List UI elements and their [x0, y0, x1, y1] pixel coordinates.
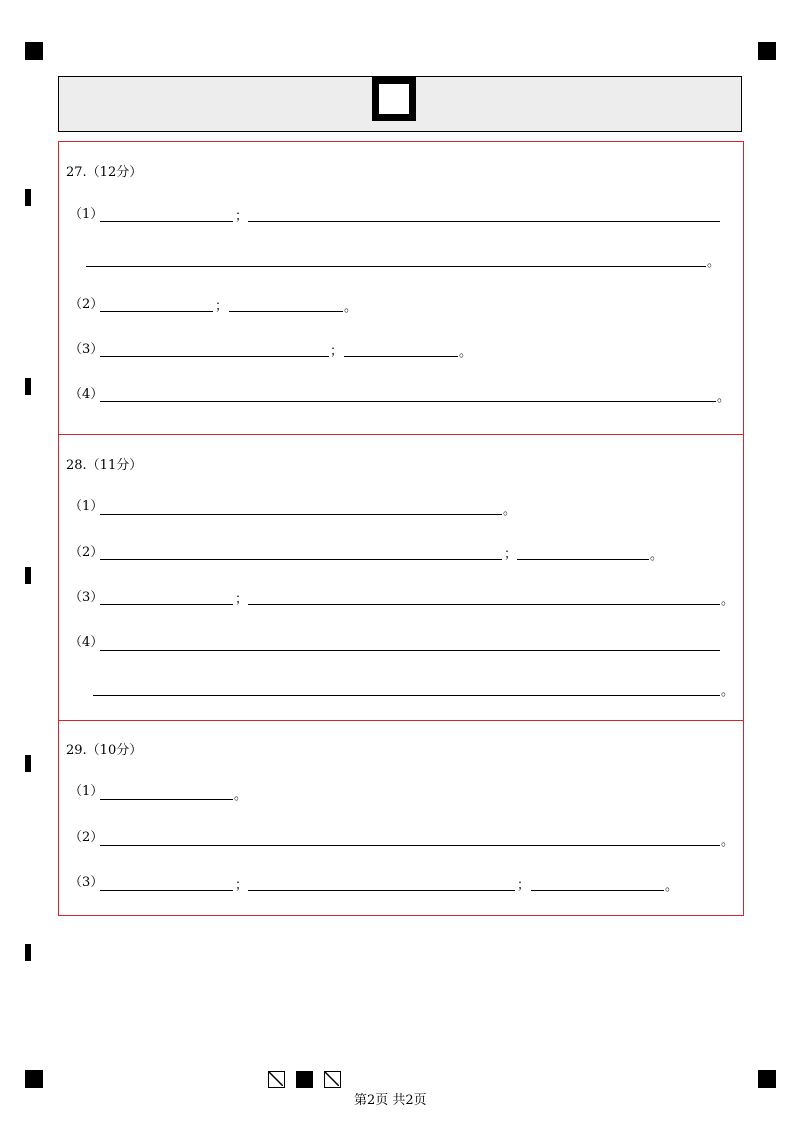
- period: 。: [721, 593, 735, 608]
- answer-blank[interactable]: [100, 311, 213, 312]
- answer-blank[interactable]: [229, 311, 343, 312]
- period: 。: [707, 255, 721, 270]
- period: 。: [344, 300, 358, 315]
- timing-mark: [25, 378, 31, 395]
- answer-blank[interactable]: [248, 890, 515, 891]
- semicolon: ；: [235, 209, 249, 224]
- answer-blank[interactable]: [248, 604, 720, 605]
- question-title: 28.（11分）: [66, 458, 143, 473]
- question-title: 29.（10分）: [66, 743, 143, 758]
- timing-mark: [25, 755, 31, 772]
- semicolon: ；: [235, 592, 249, 607]
- period: 。: [459, 345, 473, 360]
- diagonal-line-icon: [269, 1072, 283, 1086]
- crossed-box-mark: [268, 1071, 285, 1088]
- timing-mark: [25, 189, 31, 206]
- semicolon: ；: [504, 547, 518, 562]
- answer-blank[interactable]: [100, 559, 502, 560]
- answer-blank[interactable]: [100, 401, 716, 402]
- part-label: （4）: [69, 635, 104, 650]
- part-label: （2）: [69, 297, 104, 312]
- answer-blank[interactable]: [100, 604, 233, 605]
- answer-blank[interactable]: [248, 221, 720, 222]
- period: 。: [665, 879, 679, 894]
- semicolon: ；: [330, 344, 344, 359]
- answer-blank[interactable]: [100, 890, 233, 891]
- part-label: （3）: [69, 590, 104, 605]
- part-label: （2）: [69, 545, 104, 560]
- answer-section-28: [58, 434, 744, 721]
- semicolon: ；: [517, 878, 531, 893]
- timing-mark: [25, 567, 31, 584]
- corner-mark-bottom-left: [25, 1070, 43, 1088]
- part-label: （3）: [69, 875, 104, 890]
- answer-blank[interactable]: [100, 356, 329, 357]
- header-square-mark: [372, 77, 416, 121]
- answer-blank[interactable]: [531, 890, 664, 891]
- answer-blank[interactable]: [93, 695, 720, 696]
- diagonal-line-icon: [325, 1072, 339, 1086]
- period: 。: [234, 788, 248, 803]
- period: 。: [650, 548, 664, 563]
- crossed-box-mark: [324, 1071, 341, 1088]
- answer-blank[interactable]: [100, 799, 233, 800]
- period: 。: [717, 390, 731, 405]
- part-label: （1）: [69, 784, 104, 799]
- period: 。: [721, 834, 735, 849]
- solid-box-mark: [296, 1071, 313, 1088]
- answer-blank[interactable]: [100, 221, 233, 222]
- answer-blank[interactable]: [517, 559, 649, 560]
- part-label: （4）: [69, 387, 104, 402]
- corner-mark-bottom-right: [758, 1070, 776, 1088]
- answer-section-27: [58, 141, 744, 435]
- semicolon: ；: [235, 878, 249, 893]
- part-label: （1）: [69, 499, 104, 514]
- part-label: （3）: [69, 342, 104, 357]
- question-title: 27.（12分）: [66, 165, 143, 180]
- timing-mark: [25, 944, 31, 961]
- period: 。: [503, 503, 517, 518]
- answer-blank[interactable]: [100, 845, 720, 846]
- answer-section-29: [58, 720, 744, 916]
- answer-blank[interactable]: [100, 650, 720, 651]
- answer-blank[interactable]: [86, 266, 706, 267]
- part-label: （2）: [69, 830, 104, 845]
- corner-mark-top-right: [758, 42, 776, 60]
- part-label: （1）: [69, 207, 104, 222]
- page-number: 第2页 共2页: [354, 1093, 427, 1108]
- period: 。: [721, 684, 735, 699]
- answer-blank[interactable]: [344, 356, 458, 357]
- corner-mark-top-left: [25, 42, 43, 60]
- semicolon: ；: [215, 299, 229, 314]
- answer-blank[interactable]: [100, 514, 502, 515]
